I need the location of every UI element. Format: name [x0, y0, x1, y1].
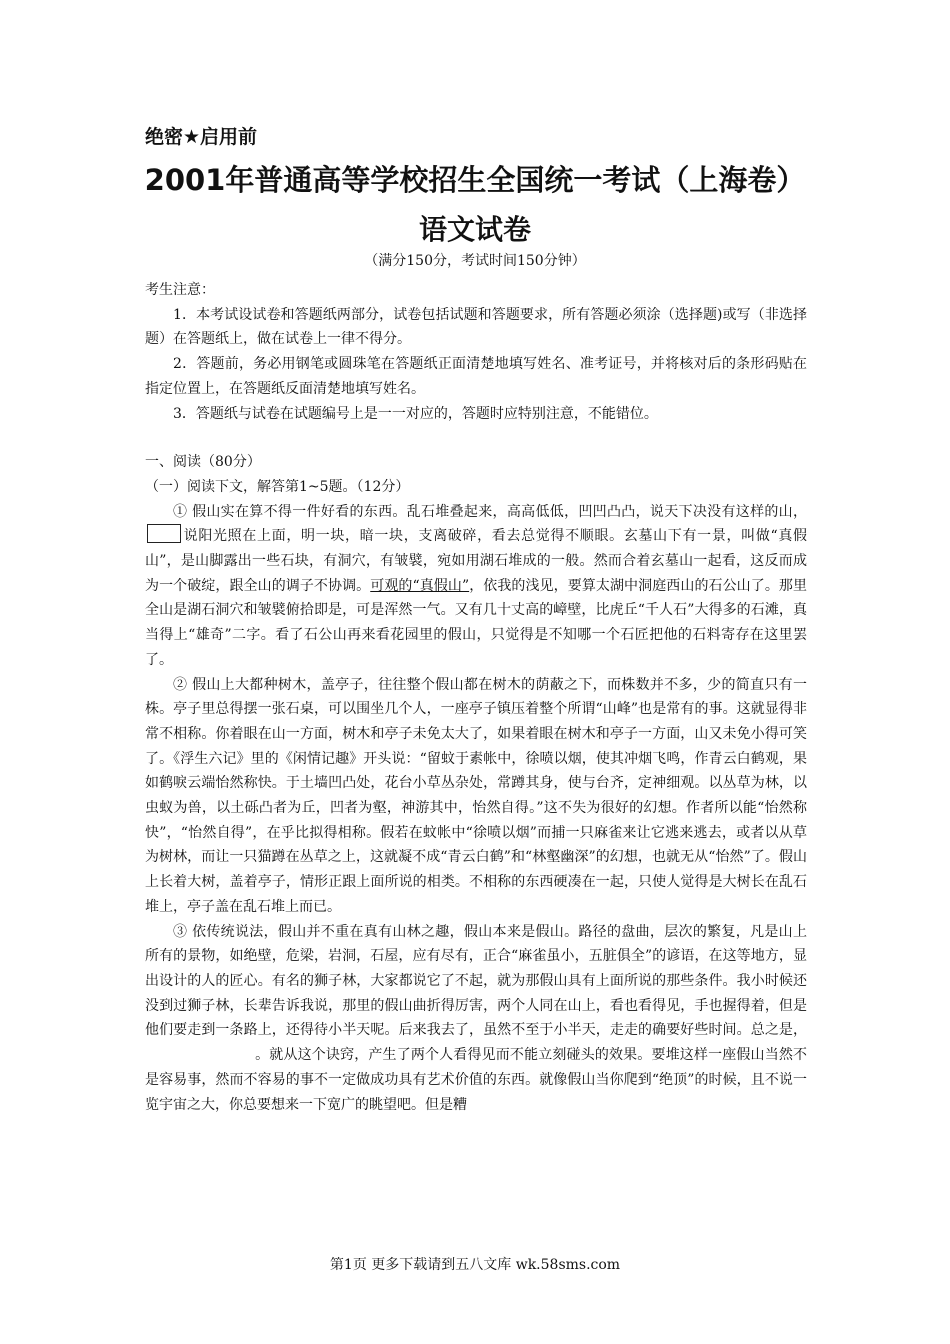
- notice-item-2: 2．答题前，务必用钢笔或圆珠笔在答题纸正面清楚地填写姓名、准考证号，并将核对后的条形码贴在指定位置上，在答题纸反面清楚地填写姓名。: [145, 356, 807, 397]
- subsection-heading: （一）阅读下文，解答第1~5题。（12分）: [145, 478, 410, 495]
- notice-item-1: 1．本考试设试卷和答题纸两部分，试卷包括试题和答题要求，所有答题必须涂（选择题)或写（非选择题）在答题纸上，做在试卷上一律不得分。: [145, 306, 807, 348]
- passage-paragraph-2: ② 假山上大都种树木，盖亭子，往往整个假山都在树木的荫蔽之下，而株数并不多，少的简直只有一株。亭子里总得摆一张石桌，可以围坐几个人，一座亭子镇压着整个所谓“山峰”也是常有的事。这就显得非常不相称。你着眼在山一方面，树木和亭子未免太大了，如果着眼在树木和亭子一方面，山又未免小得可笑了。《浮生六记》里的《闲情记趣》开头说：“留蚊于素帐中，徐喷以烟，使其冲烟飞鸣，作青云白鹤观，果如鹤唳云端怡然称快。于土墙凹凸处，花台小草丛杂处，常蹲其身，使与台齐，定神细观。以丛草为林，以虫蚁为兽，以土砾凸者为丘，凹者为壑，神游其中，怡然自得。”这不失为很好的幻想。作者所以能“怡然称快”，“怡然自得”，在乎比拟得相称。假若在蚊帐中“徐喷以烟”而捕一只麻雀来让它逃来逃去，或者以从草为树林，而让一只猫蹲在丛草之上，这就凝不成“青云白鹤”和“林壑幽深”的幻想，也就无从“怡然”了。假山上长着大树，盖着亭子，情形正跟上面所说的相类。不相称的东西硬凑在一起，只使人觉得是大树长在乱石堆上，亭子盖在乱石堆上而已。: [145, 676, 807, 915]
- confidential-mark: 绝密★启用前: [145, 126, 258, 148]
- passage-text: 说阳光照在上面，明一块，暗一块，支离破碎，看去总觉得不顺眼。玄墓山下有一景，叫做“真假山”，是山脚露出一些石块，有洞穴，有皱襞，宛如用湖石堆成的一般。然而合着玄墓山一起看，这反而成为一个破绽，跟全山的调子不协调。: [145, 528, 807, 594]
- page-footer: 第1页 更多下载请到五八文库 wk.58sms.com: [329, 1257, 621, 1273]
- passage-paragraph-1: [145, 500, 807, 673]
- passage-text: ③ 依传统说法，假山并不重在真有山林之趣，假山本来是假山。路径的盘曲，层次的繁复，凡是山上所有的景物，如绝壁，危梁，岩洞，石屋，应有尽有，正合“麻雀虽小，五脏俱全”的谚语，在这等地方，显出设计的人的匠心。有名的狮子林，大家都说它了不起，就为那假山具有上面所说的那些条件。我小时候还没到过狮子林，长辈告诉我说，那里的假山曲折得厉害，两个人同在山上，看也看得见，手也握得着，但是他们要走到一条路上，还得待小半天呢。后来我去了，虽然不至于小半天，走走的确要好些时间。总之是，: [145, 923, 807, 1039]
- exam-title: 2001年普通高等学校招生全国统一考试（上海卷）: [144, 163, 806, 197]
- score-time-note: （满分150分，考试时间150分钟）: [364, 253, 586, 269]
- passage-text: ① 假山实在算不得一件好看的东西。乱石堆叠起来，高高低低，凹凹凸凸，说天下决没有这样的山，: [173, 503, 807, 520]
- passage-paragraph-3: [145, 920, 807, 1118]
- page-body: [145, 278, 807, 1117]
- underlined-phrase: 可观的“真假山”: [370, 577, 470, 594]
- subject-title: 语文试卷: [418, 213, 531, 246]
- spacer: [145, 426, 807, 450]
- section-heading: 一、阅读（80分）: [145, 454, 261, 471]
- notice-item-3: 3．答题纸与试卷在试题编号上是一一对应的，答题时应特别注意，不能错位。: [173, 405, 658, 422]
- notice-heading: 考生注意：: [145, 282, 215, 298]
- passage-text: ，依我的浅见，要算太湖中洞庭西山的石公山了。那里全山是湖石洞穴和皱襞俯拾即是，可是浑然一气。又有几十丈高的嶂壁，比虎丘“千人石”大得多的石滩，真当得上“雄奇”二字。看了石公山再来看花园里的假山，只觉得是不知哪一个石匠把他的石料寄存在这里罢了。: [145, 577, 807, 668]
- answer-blank-box: [147, 524, 181, 543]
- passage-text: 。就从这个诀窍，产生了两个人看得见而不能立刻碰头的效果。要堆这样一座假山当然不是容易事，然而不容易的事不一定做成功具有艺术价值的东西。就像假山当你爬到“绝顶”的时候，且不说一览宇宙之大，你总要想来一下宽广的眺望吧。但是糟: [145, 1047, 807, 1113]
